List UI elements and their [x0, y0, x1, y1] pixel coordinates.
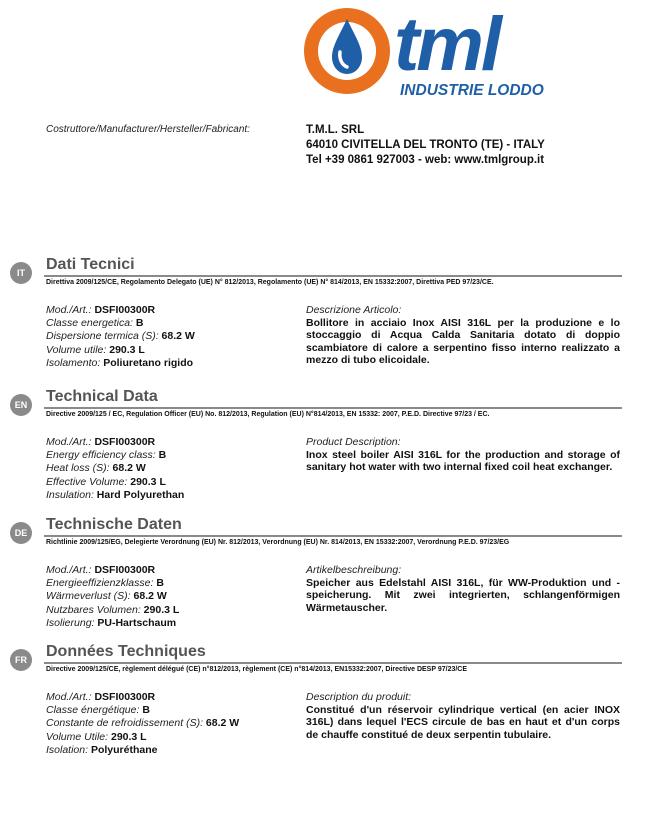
- spec-row-volume: Volume Utile: 290.3 L: [46, 730, 147, 743]
- spec-row-insulation: Isolamento: Poliuretano rigido: [46, 356, 194, 369]
- description-text: Speicher aus Edelstahl AISI 316L, für WW-Produktion und -speicherung. Mit zwei integrierten, schlangenförmigen Wärmetauscher.: [306, 576, 620, 614]
- section-title: Technische Daten: [46, 516, 182, 533]
- manufacturer-info: [306, 123, 545, 168]
- spec-row-volume: Effective Volume: 290.3 L: [46, 475, 166, 488]
- spec-row-heat-loss: Constante de refroidissement (S): 68.2 W: [46, 717, 240, 730]
- product-description: [306, 304, 620, 367]
- language-badge-fr: FR: [10, 649, 32, 671]
- product-description: [306, 564, 620, 614]
- spec-list: [46, 691, 239, 757]
- description-text: Bollitore in acciaio Inox AISI 316L per la produzione e lo stoccaggio di Acqua Calda Sanitaria dotato di doppio scambiatore di calore a serpentino fisso interno realizzato a mezzo di tubo elicoidale.: [306, 316, 620, 366]
- spec-row-model: Mod./Art.: DSFI00300R: [46, 691, 156, 703]
- description-label: Artikelbeschreibung:: [306, 564, 402, 576]
- manufacturer-label: Costruttore/Manufacturer/Hersteller/Fabricant:: [46, 124, 250, 135]
- section-title: Technical Data: [46, 388, 158, 405]
- spec-row-energy-class: Classe énergétique: B: [46, 704, 150, 717]
- spec-row-model: Mod./Art.: DSFI00300R: [46, 564, 156, 576]
- section-divider: [44, 407, 622, 409]
- section-divider: [44, 662, 622, 664]
- directive-text: Directive 2009/125 / EC, Regulation Officer (EU) No. 812/2013, Regulation (EU) N°814/2013, EN 15332: 2007, P.E.D. Directive 97/23 / EC.: [46, 411, 490, 418]
- language-badge-de: DE: [10, 522, 32, 544]
- logo-wordmark: tml: [394, 2, 499, 87]
- product-description: [306, 691, 620, 741]
- section-title: Dati Tecnici: [46, 256, 135, 273]
- spec-row-insulation: Isolation: Polyuréthane: [46, 743, 158, 756]
- spec-row-energy-class: Classe energetica: B: [46, 317, 144, 330]
- spec-row-insulation: Isolierung: PU-Hartschaum: [46, 616, 177, 629]
- section-divider: [44, 535, 622, 537]
- company-contact: Tel +39 0861 927003 - web: www.tmlgroup.it: [306, 154, 545, 166]
- tml-logo: [296, 2, 566, 102]
- spec-row-volume: Volume utile: 290.3 L: [46, 343, 145, 356]
- spec-row-insulation: Insulation: Hard Polyurethan: [46, 488, 185, 501]
- spec-list: [46, 564, 179, 630]
- directive-text: Direttiva 2009/125/CE, Regolamento Delegato (UE) N° 812/2013, Regolamento (UE) N° 814/2013, EN 15332:2007, Direttiva PED 97/23/CE.: [46, 279, 494, 286]
- logo-subtitle: INDUSTRIE LODDO: [400, 82, 544, 99]
- language-badge-en: EN: [10, 394, 32, 416]
- product-description: [306, 436, 620, 474]
- company-address: 64010 CIVITELLA DEL TRONTO (TE) - ITALY: [306, 139, 545, 151]
- directive-text: Richtlinie 2009/125/EG, Delegierte Verordnung (EU) Nr. 812/2013, Verordnung (EU) Nr. 814/2013, EN 15332:2007, Verordnung P.E.D. 97/23/EG: [46, 539, 510, 546]
- directive-text: Directive 2009/125/CE, règlement délégué (CE) n°812/2013, règlement (CE) n°814/2013, EN15332:2007, Directive DESP 97/23/CE: [46, 666, 468, 673]
- company-name: T.M.L. SRL: [306, 124, 365, 136]
- spec-list: [46, 304, 195, 370]
- language-badge-it: IT: [10, 262, 32, 284]
- spec-row-model: Mod./Art.: DSFI00300R: [46, 436, 156, 448]
- spec-row-energy-class: Energy efficiency class: B: [46, 449, 167, 462]
- spec-row-energy-class: Energieeffizienzklasse: B: [46, 577, 164, 590]
- description-label: Product Description:: [306, 436, 401, 448]
- spec-row-heat-loss: Heat loss (S): 68.2 W: [46, 462, 146, 475]
- description-text: Constitué d'un réservoir cylindrique vertical (en acier INOX 316L) dans lequel l'ECS circule de bas en haut et d'un corps de chauffe constitué de deux serpentin tubulaire.: [306, 703, 620, 741]
- section-divider: [44, 275, 622, 277]
- description-label: Descrizione Articolo:: [306, 304, 402, 316]
- description-label: Description du produit:: [306, 691, 412, 703]
- spec-list: [46, 436, 184, 502]
- spec-row-model: Mod./Art.: DSFI00300R: [46, 304, 156, 316]
- spec-row-heat-loss: Wärmeverlust (S): 68.2 W: [46, 590, 167, 603]
- spec-row-heat-loss: Dispersione termica (S): 68.2 W: [46, 330, 195, 343]
- spec-row-volume: Nutzbares Volumen: 290.3 L: [46, 603, 180, 616]
- description-text: Inox steel boiler AISI 316L for the production and storage of sanitary hot water with two internal fixed coil heat exchanger.: [306, 448, 620, 473]
- section-title: Données Techniques: [46, 643, 206, 660]
